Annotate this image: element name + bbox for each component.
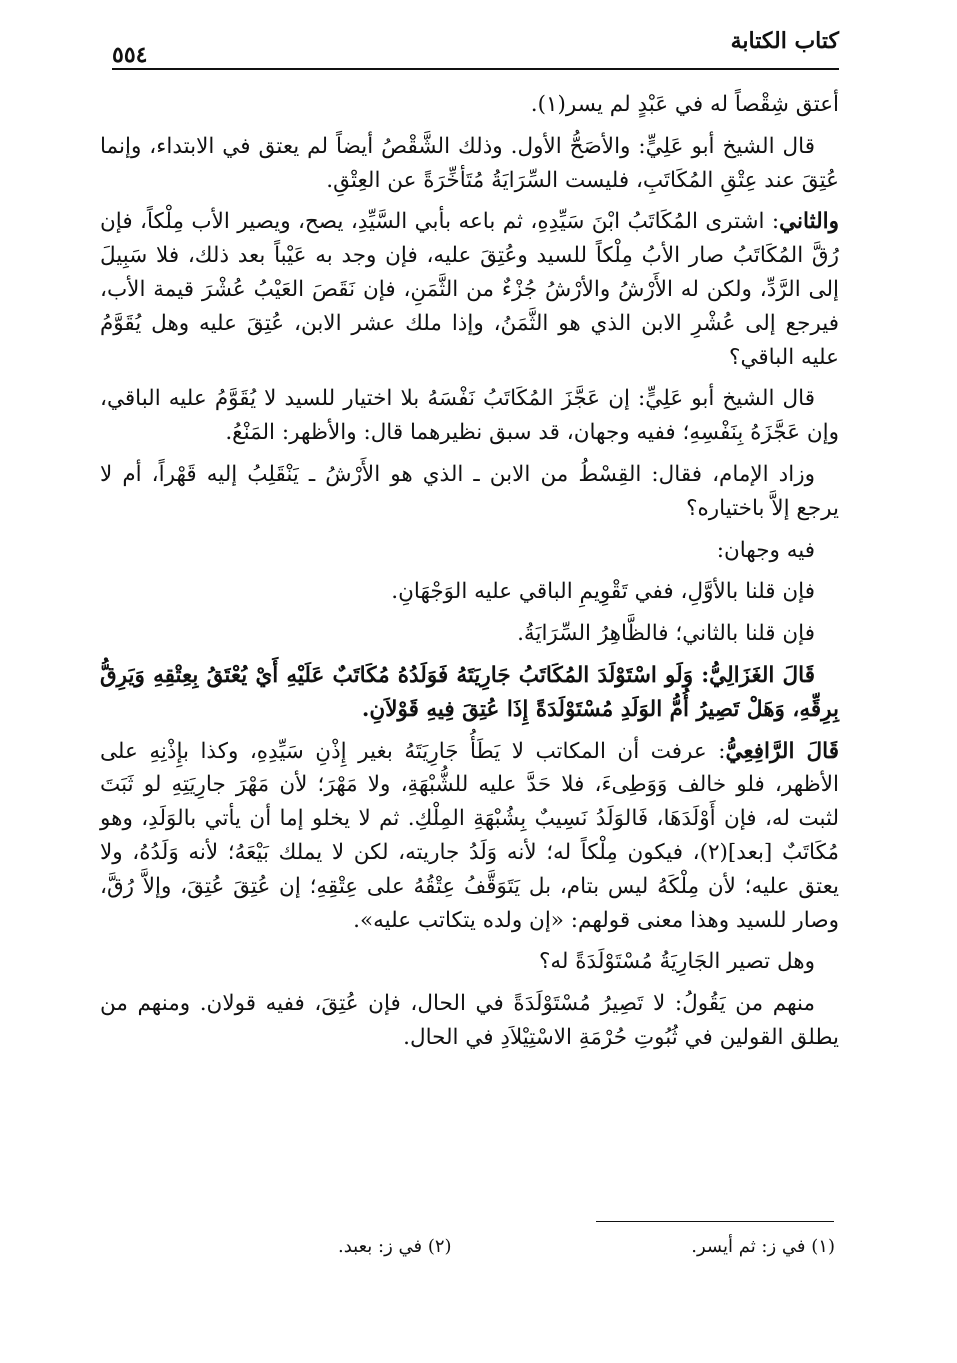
footnote-marker: (١) — [811, 1236, 835, 1257]
paragraph-3 — [100, 205, 839, 374]
footnote-text: في ز: ثم أيسر. — [691, 1236, 806, 1257]
paragraph-lead: قَالَ الرَّافِعِيُّ — [725, 738, 840, 764]
page-number: ٥٥٤ — [112, 42, 148, 68]
paragraph-8 — [100, 617, 839, 651]
page-header — [112, 28, 839, 70]
paragraph-text: وزاد الإمام، فقال: القِسْطُ من الابن ـ الذي هو الأَرْشُ ـ يَنْقَلِبُ إليه قَهْراً، أم لا يرجع إلاَّ باختياره؟ — [100, 461, 839, 521]
paragraph-text: : اشترى المُكَاتَبُ ابْنَ سَيِّدِهِ، ثم باعه بأبي السَّيِّدِ، يصح، ويصير الأب مِلْكاً، فإن رُقَّ المُكَاتَبُ صار الأبُ مِلْكاً للسيد وعُتِقَ عليه، فإن وجد به عَيْباً بعد ذلك، فلا سَبِيلَ إلى الرَّدِّ، ولكن له الأَرْشُ والأرْشُ جُزْءٌ من الثَّمَنِ، فإن نَقَصَ العَيْبُ عُشْرَ قيمة الأب، فيرجع إلى عُشْرِ الابن الذي هو الثَّمَنُ، وإذا ملك عشر الابن، عُتِقَ عليه وهل يُقَوَّمُ عليه الباقي؟ — [100, 209, 839, 370]
paragraph-lead: والثاني — [779, 209, 839, 235]
paragraph-text: فإن قلنا بالأوَّلِ، ففي تَقْوِيمِ الباقي عليه الوَجْهَانِ. — [391, 579, 815, 605]
paragraph-5 — [100, 458, 839, 526]
footnote-2 — [338, 1236, 452, 1257]
footnote-divider — [596, 1221, 834, 1222]
paragraph-text: قَالَ الغَزَالِيُّ: وَلَو اسْتَوْلَدَ المُكَاتَبُ جَارِيَتَهُ فَوَلَدُهُ مُكَاتَبٌ عَلَيْهِ أَيْ يُعْتَقُ بِعِتْقِهِ وَيَرِقُّ بِرِقِّهِ، وَهَلْ تَصِيرُ أُمُّ الوَلَدِ مُسْتَوْلَدَةً إِذَا عُتِقَ فِيهِ قَوْلاَنِ. — [100, 662, 839, 722]
paragraph-text: قال الشيخ أبو عَلِيٍّ: والأصَحُّ الأول. وذلك الشَّقْصُ أيضاً لم يعتق في الابتداء، وإنما عُتِقَ عند عِتْقِ المُكَاتَبِ، فليست السِّرَايَةُ مُتَأخِّرَةً عن العِتْقِ. — [100, 133, 839, 193]
footnote-1 — [691, 1236, 835, 1257]
paragraph-text: منهم من يَقُولُ: لا تَصِيرُ مُسْتَوْلَدَةً في الحال، فإن عُتِقَ، ففيه قولان. ومنهم من يطلق القولين في ثُبُوتِ حُرْمَةِ الاسْتِيْلاَدِ في الحال. — [100, 991, 839, 1050]
footnote-text: في ز: بعبد. — [338, 1236, 423, 1257]
paragraph-text: : عرفت أن المكاتب لا يَطَأُ جَارِيَتَهُ بغير إِذْنِ سَيِّدِهِ، وكذا بإِذْنِهِ على الأظهر، فلو خالف وَوَطِىءَ، فلا حَدَّ عليه للشُّبْهَةِ، ولا مَهْرَ؛ لأن مَهْرَ جارِيَتِهِ لو ثَبَتَ لثبت له، فإن أَوْلَدَهَا، فَالوَلَدُ نَسِيبٌ بِشُبْهَةِ المِلْكِ. ثم لا يخلو إما أن يأتي بالوَلَدِ، وهو مُكَاتَبٌ [بعد](٢)، فيكون مِلْكاً له؛ لأنه وَلَدُ جاريته، لكن لا يملك بَيْعَهُ؛ لأنه وَلَدُهُ، ولا يعتق عليه؛ لأن مِلْكَهُ ليس بتام، بل يَتَوَقَّفُ عِتْقُهُ على عِتْقِهِ؛ إن عُتِقَ عُتِقَ، وإلاَّ رُقَّ، وصار للسيد وهذا معنى قولهم: «إن ولده يتكاتب عليه». — [100, 738, 839, 933]
main-text — [100, 88, 839, 1198]
footnote-marker: (٢) — [427, 1236, 452, 1257]
paragraph-text: فإن قلنا بالثاني؛ فالظَّاهِرُ السِّرَايَةُ. — [517, 621, 815, 647]
paragraph-1 — [100, 88, 839, 122]
paragraph-11 — [100, 945, 839, 979]
paragraph-12 — [100, 987, 839, 1055]
paragraph-text: أعتق شِقْصاً له في عَبْدٍ لم يسر(١). — [530, 92, 839, 117]
paragraph-text: فيه وجهان: — [716, 537, 815, 563]
paragraph-6 — [100, 534, 839, 568]
paragraph-7 — [100, 575, 839, 609]
paragraph-4 — [100, 382, 839, 450]
paragraph-10 — [100, 735, 839, 938]
running-title: كتاب الكتابة — [730, 28, 839, 54]
paragraph-2 — [100, 130, 839, 198]
paragraph-text: قال الشيخ أبو عَلِيٍّ: إن عَجَّزَ المُكَاتَبُ نَفْسَهُ بلا اختيار للسيد لا يُقَوَّمُ عليه الباقي، وإن عَجَّزَهُ بِنَفْسِهِ؛ ففيه وجهان، قد سبق نظيرهما قال: والأظهر: المَنْعُ. — [100, 386, 839, 446]
paragraph-text: وهل تصير الجَارِيَةُ مُسْتَوْلَدَةً له؟ — [538, 949, 815, 975]
paragraph-9 — [100, 659, 839, 727]
